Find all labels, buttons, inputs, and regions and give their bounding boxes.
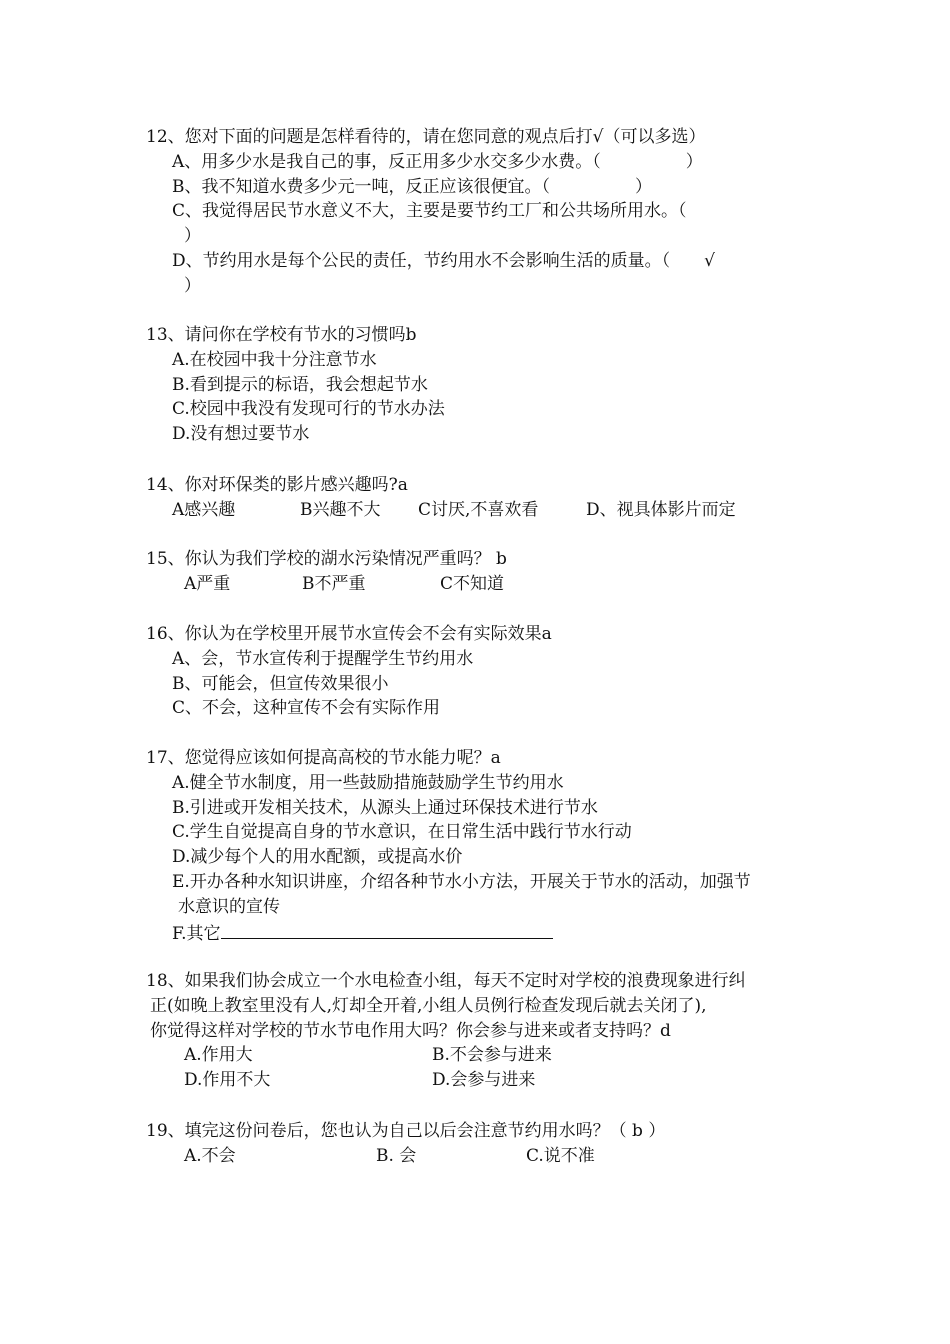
option-c: C不知道 bbox=[440, 573, 505, 594]
option-b: B、可能会，但宣传效果很小 bbox=[172, 673, 389, 694]
option-f bbox=[146, 920, 816, 947]
option-c-continued: ） bbox=[184, 226, 201, 247]
option-b: B兴趣不大 bbox=[300, 499, 381, 520]
option-b: B.不会参与进来 bbox=[432, 1045, 552, 1066]
option-a: A感兴趣 bbox=[172, 499, 236, 520]
option-d: D、节约用水是每个公民的责任，节约用水不会影响生活的质量。（ √ bbox=[172, 250, 715, 271]
question-17 bbox=[146, 746, 816, 946]
question-title-line-1: 18、如果我们协会成立一个水电检查小组，每天不定时对学校的浪费现象进行纠 bbox=[146, 971, 746, 991]
option-d: D.减少每个人的用水配额，或提高水价 bbox=[172, 847, 463, 868]
option-c: C.学生自觉提高自身的节水意识，在日常生活中践行节水行动 bbox=[172, 822, 632, 843]
option-c: C.说不准 bbox=[526, 1145, 595, 1166]
question-16 bbox=[146, 622, 816, 721]
option-b: B、我不知道水费多少元一吨，反正应该很便宜。（ ） bbox=[172, 176, 652, 197]
option-b: B.引进或开发相关技术，从源头上通过环保技术进行节水 bbox=[172, 797, 598, 818]
question-title-line-3: 你觉得这样对学校的节水节电作用大吗？你会参与进来或者支持吗？d bbox=[150, 1020, 671, 1041]
option-b: B不严重 bbox=[302, 573, 366, 594]
option-c: C.校园中我没有发现可行的节水办法 bbox=[172, 399, 445, 420]
option-a: A、用多少水是我自己的事，反正用多少水交多少水费。（ ） bbox=[172, 151, 703, 172]
fill-in-blank-line bbox=[221, 920, 553, 939]
question-12 bbox=[146, 125, 816, 299]
question-title: 13、请问你在学校有节水的习惯吗b bbox=[146, 325, 417, 345]
question-15 bbox=[146, 547, 816, 597]
option-f-label: F.其它 bbox=[172, 923, 221, 944]
question-title: 16、你认为在学校里开展节水宣传会不会有实际效果a bbox=[146, 624, 552, 644]
option-d-1: D.作用不大 bbox=[184, 1070, 271, 1091]
question-13 bbox=[146, 323, 816, 447]
option-e: E.开办各种水知识讲座，介绍各种节水小方法，开展关于节水的活动，加强节 bbox=[172, 871, 751, 892]
option-c: C、我觉得居民节水意义不大，主要是要节约工厂和公共场所用水。（ bbox=[172, 201, 687, 222]
option-b: B.看到提示的标语，我会想起节水 bbox=[172, 374, 428, 395]
question-title: 15、你认为我们学校的湖水污染情况严重吗？ b bbox=[146, 549, 507, 569]
option-a: A.在校园中我十分注意节水 bbox=[172, 349, 377, 370]
option-a: A、会，节水宣传利于提醒学生节约用水 bbox=[172, 648, 474, 669]
option-d: D.没有想过要节水 bbox=[172, 424, 310, 445]
option-a: A.作用大 bbox=[184, 1045, 253, 1066]
question-title: 12、您对下面的问题是怎样看待的，请在您同意的观点后打√（可以多选） bbox=[146, 127, 706, 147]
question-title: 19、填完这份问卷后，您也认为自己以后会注意节约用水吗？（ b ） bbox=[146, 1121, 666, 1141]
option-a: A.不会 bbox=[184, 1145, 236, 1166]
question-title: 14、你对环保类的影片感兴趣吗?a bbox=[146, 475, 408, 495]
option-c: C讨厌,不喜欢看 bbox=[418, 499, 539, 520]
option-d-2: D.会参与进来 bbox=[432, 1070, 536, 1091]
question-18 bbox=[146, 969, 816, 1093]
option-b: B. 会 bbox=[376, 1145, 417, 1166]
option-d-continued: ） bbox=[184, 275, 201, 296]
option-d: D、视具体影片而定 bbox=[586, 499, 736, 520]
question-14 bbox=[146, 473, 816, 523]
question-title: 17、您觉得应该如何提高高校的节水能力呢？a bbox=[146, 748, 501, 768]
option-c: C、不会，这种宣传不会有实际作用 bbox=[172, 698, 441, 719]
option-a: A严重 bbox=[184, 573, 231, 594]
question-title-line-2: 正(如晚上教室里没有人,灯却全开着,小组人员例行检查发现后就去关闭了), bbox=[150, 995, 707, 1016]
option-e-continued: 水意识的宣传 bbox=[178, 896, 280, 917]
question-19 bbox=[146, 1119, 816, 1169]
option-a: A.健全节水制度，用一些鼓励措施鼓励学生节约用水 bbox=[172, 772, 564, 793]
